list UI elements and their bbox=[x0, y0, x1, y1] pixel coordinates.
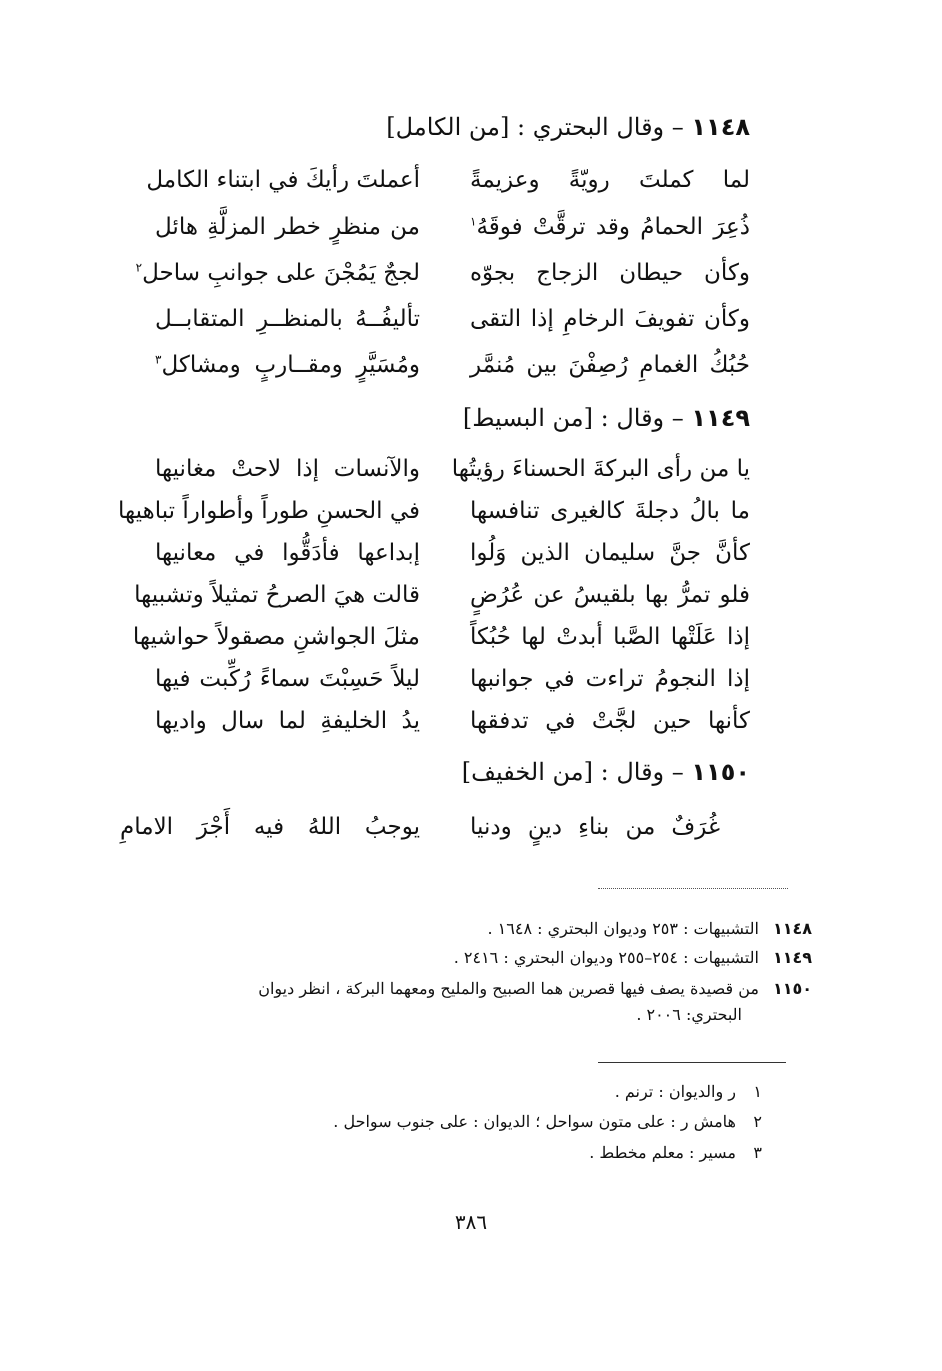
source-number: ١١٤٩ bbox=[772, 948, 812, 967]
second-hemistich: قالت هيَ الصرحُ تمثيلاً وتشبيها bbox=[134, 582, 420, 608]
footnote bbox=[262, 1110, 762, 1134]
source-text: التشبيهات : ٢٥٣ وديوان البحتري : ١٦٤٨ . bbox=[487, 919, 759, 938]
section-heading bbox=[190, 112, 750, 142]
first-hemistich: حُبُكُ الغمامِ رُصِفْنَ بين مُنمَّر bbox=[470, 352, 750, 378]
source-text: من قصيدة يصف فيها قصرين هما الصبيح والمليح ومعهما البركة ، انظر ديوان bbox=[258, 979, 759, 998]
verse-line bbox=[150, 536, 750, 570]
section-title: – وقال البحتري : [من الكامل] bbox=[386, 113, 684, 141]
source-number: ١١٥٠ bbox=[772, 979, 812, 998]
source-number: ١١٤٨ bbox=[772, 919, 812, 938]
first-hemistich bbox=[470, 210, 750, 244]
second-hemistich: تأليفُــهُ بالمنظــرِ المتقابــل bbox=[155, 306, 420, 332]
second-hemistich: من منظرٍ خطر المزلَّةِ هائل bbox=[155, 214, 420, 240]
footnote-number: ٢ bbox=[753, 1112, 762, 1131]
second-hemistich: مثلَ الجواشنِ مصقولاً حواشيها bbox=[132, 624, 420, 650]
section-title: – وقال : [من الخفيف] bbox=[461, 758, 684, 786]
first-hemistich: إذا عَلَتْها الصَّبا أبدتْ لها حُبُكاً bbox=[470, 624, 750, 650]
first-hemistich: كأنَّ جنَّ سليمان الذين وَلُوا bbox=[470, 540, 750, 566]
verse-line bbox=[150, 662, 750, 696]
footnote-marker: ١ bbox=[470, 214, 477, 229]
section-number: ١١٤٩ bbox=[691, 404, 750, 432]
second-hemistich: إبداعها فأدَقُّوا في معانيها bbox=[155, 540, 420, 566]
footnotes-divider bbox=[598, 1062, 786, 1063]
first-hemistich: غُرَفٌ من بناءِ دينٍ ودنيا bbox=[470, 814, 720, 840]
verse-line bbox=[120, 810, 750, 844]
hemistich-text: ومُسَيَّرٍ ومقــاربٍ ومشاكل bbox=[161, 352, 420, 378]
second-hemistich: يدُ الخليفةِ لما سال واديها bbox=[155, 708, 420, 734]
footnote-text: ر والديوان : ترنم . bbox=[614, 1082, 736, 1101]
first-hemistich: يا من رأى البركةَ الحسناءَ رؤيتُها bbox=[451, 456, 750, 482]
second-hemistich: أعملتَ رأيكَ في ابتناء الكامل bbox=[146, 167, 420, 193]
second-hemistich: ليلاً حَسِبْتَ سماءً رُكِّبت فيها bbox=[155, 666, 420, 692]
hemistich-text: ذُعِرَ الحمامُ وقد ترقَّتْ فوقَهُ bbox=[476, 214, 750, 240]
footnote-number: ٣ bbox=[753, 1143, 762, 1162]
verse-line bbox=[135, 256, 750, 290]
source-note bbox=[132, 916, 812, 942]
source-note bbox=[132, 976, 812, 1028]
footnote-text: هامش ر : على متون سواحل ؛ الديوان : على جنوب سواحل . bbox=[333, 1112, 736, 1131]
footnote-marker: ٢ bbox=[135, 260, 143, 275]
section-heading bbox=[190, 403, 750, 433]
footnote bbox=[262, 1141, 762, 1165]
footnote-marker: ٣ bbox=[155, 352, 162, 367]
hemistich-text: لججٌ يَمُجْنَ على جوانبِ ساحل bbox=[142, 260, 420, 286]
second-hemistich: في الحسنِ طوراً وأطواراً تباهيها bbox=[118, 498, 420, 524]
source-note bbox=[132, 945, 812, 971]
verse-line bbox=[118, 494, 750, 528]
verse-line bbox=[132, 620, 750, 654]
verse-line bbox=[150, 210, 750, 244]
first-hemistich: لما كملتَ رويّةً وعزيمةً bbox=[470, 167, 750, 193]
first-hemistich: وكأن تفويفَ الرخامِ إذا التقى bbox=[470, 306, 750, 332]
verse-line bbox=[146, 163, 750, 197]
footnote-text: مسير : معلم مخطط . bbox=[589, 1143, 736, 1162]
source-text-continued: البحتري: ٢٠٠٦ . bbox=[636, 1005, 742, 1024]
first-hemistich: فلو تمرُّ بها بلقيسُ عن عُرُضٍ bbox=[470, 582, 750, 608]
section-title: – وقال : [من البسيط] bbox=[462, 404, 684, 432]
section-number: ١١٥٠ bbox=[691, 758, 750, 786]
verse-line bbox=[150, 452, 750, 486]
second-hemistich: والآنسات إذا لاحتْ مغانيها bbox=[155, 456, 420, 482]
first-hemistich: وكأن حيطان الزجاج بجوّه bbox=[470, 260, 750, 286]
verse-line bbox=[134, 578, 750, 612]
verse-line bbox=[150, 704, 750, 738]
sources-divider bbox=[598, 888, 788, 889]
first-hemistich: إذا النجومُ تراءت في جوانبها bbox=[470, 666, 750, 692]
verse-line bbox=[150, 348, 750, 382]
second-hemistich: يوجبُ اللهُ فيه أَجْرَ الامامِ bbox=[120, 814, 420, 840]
section-heading bbox=[190, 757, 750, 787]
first-hemistich: كأنها حين لجَّتْ في تدفقها bbox=[470, 708, 750, 734]
footnote-number: ١ bbox=[753, 1082, 762, 1101]
page-number: ٣٨٦ bbox=[454, 1210, 488, 1234]
second-hemistich bbox=[155, 348, 420, 382]
section-number: ١١٤٨ bbox=[691, 113, 750, 141]
source-text: التشبيهات : ٢٥٤–٢٥٥ وديوان البحتري : ٢٤١٦ . bbox=[453, 948, 759, 967]
second-hemistich bbox=[135, 256, 420, 290]
footnote bbox=[262, 1080, 762, 1104]
first-hemistich: ما بالُ دجلةَ كالغيرى تنافسها bbox=[470, 498, 750, 524]
verse-line bbox=[150, 302, 750, 336]
